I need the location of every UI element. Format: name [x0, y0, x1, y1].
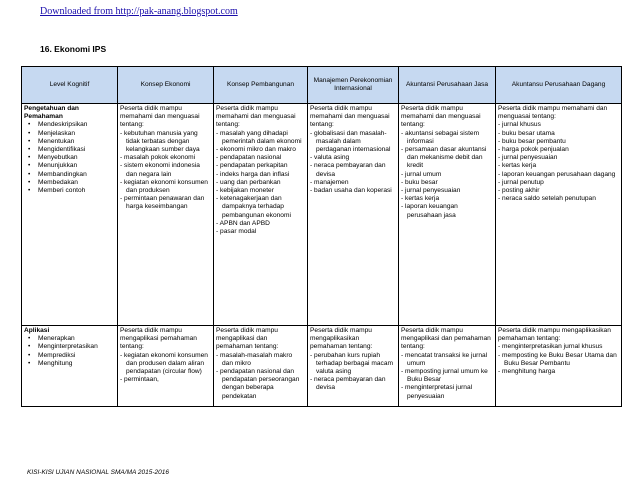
list-item: - neraca pembayaran dan devisa	[310, 376, 386, 392]
section-title: 16. Ekonomi IPS	[40, 44, 107, 54]
list-item: - manajemen	[310, 178, 349, 186]
list-item: - valuta asing	[310, 154, 350, 162]
cell-intro: Peserta didik mampu memahami dan menguasai tentang:	[310, 105, 390, 129]
list-item: - pendapatan nasional dan pendapatan perseorangan dengan beberapa pendekatan	[216, 368, 300, 400]
table-row	[22, 104, 622, 326]
list-item: • Menerapkan	[38, 335, 115, 343]
list-item: - menginterpretasi jurnal penyesuaian	[401, 384, 473, 400]
list-item: - memposting ke Buku Besar Utama dan Buku Besar Pembantu	[498, 351, 617, 367]
list-item: • Mengidentifikasi	[38, 146, 115, 154]
list-item: • Memprediksi	[38, 352, 115, 360]
list-item: - jurnal umum	[401, 170, 442, 178]
list-item: - kebutuhan manusia yang tidak terbatas dengan kelangkaan sumber daya	[120, 129, 200, 154]
content-cell	[118, 326, 214, 407]
list-item: - permintaan penawaran dan harga keseimbangan	[120, 195, 205, 211]
column-header: Level Kognitif	[22, 67, 118, 104]
content-cell	[308, 326, 399, 407]
list-item: - APBN dan APBD	[216, 219, 270, 227]
list-item: - menghitung harga	[498, 368, 556, 376]
list-item: - indeks harga dan inflasi	[216, 170, 290, 178]
list-item: - kertas kerja	[498, 162, 537, 170]
list-item: - kegiatan ekonomi konsumen dan produsen dalam aliran pendapatan (circular flow)	[120, 351, 208, 376]
level-cell	[22, 326, 118, 407]
list-item: • Membandingkan	[38, 171, 115, 179]
level-list	[24, 121, 115, 195]
list-item: - permintaan,	[120, 376, 159, 384]
cell-intro: Peserta didik mampu mengaplikasi dan pemahaman tentang:	[216, 327, 279, 351]
table-header-row	[22, 67, 622, 104]
column-header: Manajemen Perekonomian Internasional	[308, 67, 399, 104]
list-item: - jurnal penyesuaian	[401, 187, 461, 195]
list-item: - perubahan kurs rupiah terhadap berbagai macam valuta asing	[310, 351, 393, 376]
column-header: Akuntansi Perusahaan Jasa	[399, 67, 496, 104]
cell-intro: Peserta didik mampu mengaplikasi pemahaman tentang:	[120, 327, 197, 351]
content-cell	[399, 104, 496, 326]
level-title: Aplikasi	[24, 327, 50, 334]
content-cell	[399, 326, 496, 407]
list-item: • Menjelaskan	[38, 130, 115, 138]
list-item: • Menentukan	[38, 138, 115, 146]
content-cell	[496, 104, 622, 326]
list-item: • Menunjukkan	[38, 162, 115, 170]
kisi-table	[21, 66, 622, 407]
cell-intro: Peserta didik mampu memahami dan menguasai tentang:	[498, 105, 608, 121]
list-item: - ketenagakerjaan dan dampaknya terhadap pembangunan ekonomi	[216, 195, 291, 219]
list-item: - masalah yang dihadapi pemerintah dalam ekonomi	[216, 129, 302, 145]
content-cell	[118, 104, 214, 326]
list-item: - sistem ekonomi indonesia dan negara lain	[120, 162, 200, 178]
list-item: - buku besar utama	[498, 129, 555, 137]
column-header: Konsep Ekonomi	[118, 67, 214, 104]
list-item: - uang dan perbankan	[216, 178, 281, 186]
content-cell	[214, 104, 308, 326]
list-item: - pasar modal	[216, 228, 257, 236]
list-item: - menginterpretasikan jurnal khusus	[498, 343, 603, 351]
table-row	[22, 326, 622, 407]
list-item: - pendapatan nasional	[216, 154, 282, 162]
level-title: Pengetahuan dan Pemahaman	[24, 105, 79, 121]
list-item: - jurnal penyesuaian	[498, 154, 558, 162]
list-item: • Mendeskripsikan	[38, 121, 115, 129]
list-item: - badan usaha dan koperasi	[310, 187, 392, 195]
content-cell	[308, 104, 399, 326]
list-item: - jurnal khusus	[498, 121, 541, 129]
column-header: Konsep Pembangunan	[214, 67, 308, 104]
list-item: - akuntansi sebagai sistem informasi	[401, 129, 480, 145]
content-cell	[496, 326, 622, 407]
list-item: - neraca pembayaran dan devisa	[310, 162, 386, 178]
cell-intro: Peserta didik mampu memahami dan menguasai tentang:	[120, 105, 200, 129]
level-cell	[22, 104, 118, 326]
list-item: - buku besar pembantu	[498, 137, 566, 145]
cell-intro: Peserta didik mampu mengaplikasikan pemahaman tentang:	[498, 327, 611, 343]
level-list	[24, 335, 115, 368]
list-item: - posting akhir	[498, 187, 540, 195]
list-item: • Menyebutkan	[38, 154, 115, 162]
list-item: - buku besar	[401, 178, 438, 186]
list-item: - laporan keuangan perusahaan dagang	[498, 170, 616, 178]
cell-intro: Peserta didik mampu mengaplikasikan pemahaman tentang:	[310, 327, 373, 351]
list-item: • Memberi contoh	[38, 187, 115, 195]
list-item: - kertas kerja	[401, 195, 440, 203]
list-item: - kebijakan moneter	[216, 187, 274, 195]
list-item: - kegiatan ekonomi konsumen dan produksen	[120, 178, 208, 195]
header-download-link[interactable]: Downloaded from http://pak-anang.blogspot.com	[40, 6, 238, 17]
list-item: - neraca saldo setelah penutupan	[498, 195, 596, 203]
list-item: - persamaan dasar akuntansi dan mekanisme debit dan kredit	[401, 146, 487, 170]
content-cell	[214, 326, 308, 407]
list-item: • Menginterpretasikan	[38, 343, 115, 351]
column-header: Akuntansu Perusahaan Dagang	[496, 67, 622, 104]
list-item: • Menghitung	[38, 360, 115, 368]
list-item: - ekonomi mikro dan makro	[216, 146, 296, 154]
list-item: - masalah-masalah makro dan mikro	[216, 351, 293, 367]
list-item: - harga pokok penjualan	[498, 146, 569, 154]
list-item: - masalah pokok ekonomi	[120, 154, 196, 162]
list-item: - jurnal penutup	[498, 178, 544, 186]
footer-caption: KISI-KISI UJIAN NASIONAL SMA/MA 2015-2016	[27, 469, 169, 476]
list-item: • Membedakan	[38, 179, 115, 187]
list-item: - laporan keuangan perusahaan jasa	[401, 203, 458, 219]
list-item: - mencatat transaksi ke jurnal umum	[401, 351, 488, 367]
list-item: - memposting jurnal umum ke Buku Besar	[401, 368, 488, 384]
list-item: - pendapatan perkapitan	[216, 162, 288, 170]
cell-intro: Peserta didik mampu mengaplikasi dan pemahaman tentang:	[401, 327, 491, 351]
cell-intro: Peserta didik mampu memahami dan menguasai tentang:	[216, 105, 296, 129]
list-item: - globalisasi dan masalah-masalah dalam perdaganan internasional	[310, 129, 391, 154]
cell-intro: Peserta didik mampu memahami dan menguasai tentang:	[401, 105, 481, 129]
